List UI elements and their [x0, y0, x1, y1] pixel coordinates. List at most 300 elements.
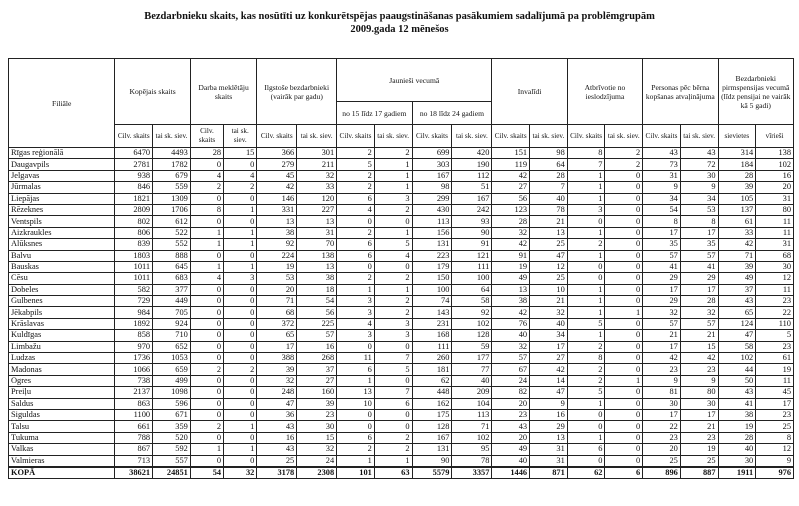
table-cell: 54: [297, 296, 337, 307]
table-cell: 1: [190, 239, 223, 250]
table-cell: 1: [374, 159, 412, 170]
table-cell: 34: [530, 330, 568, 341]
subheader-civ-skaits: Cilv. skaits: [643, 125, 681, 148]
table-cell: 11: [337, 353, 375, 364]
table-cell: 34: [643, 193, 681, 204]
table-cell: 131: [412, 444, 452, 455]
table-cell: 4: [374, 250, 412, 261]
table-cell: 2308: [297, 467, 337, 479]
table-cell: 41: [680, 261, 718, 272]
table-cell: 119: [492, 159, 530, 170]
branch-name: Tukuma: [9, 432, 115, 443]
table-cell: 3: [374, 330, 412, 341]
table-cell: 2: [374, 273, 412, 284]
table-cell: 1: [374, 182, 412, 193]
table-cell: 1: [374, 227, 412, 238]
table-cell: 679: [153, 170, 191, 181]
table-cell: 705: [153, 307, 191, 318]
table-cell: 138: [756, 148, 794, 159]
table-cell: 863: [115, 398, 153, 409]
table-cell: 42: [643, 353, 681, 364]
table-cell: 552: [153, 239, 191, 250]
table-cell: 40: [452, 375, 492, 386]
table-cell: 30: [680, 398, 718, 409]
table-cell: 9: [530, 398, 568, 409]
table-cell: 1: [567, 227, 605, 238]
table-cell: 32: [257, 375, 297, 386]
table-cell: 177: [452, 353, 492, 364]
table-cell: 3: [337, 307, 375, 318]
table-row: [9, 455, 794, 467]
table-cell: 1: [605, 375, 643, 386]
table-cell: 0: [605, 284, 643, 295]
table-cell: 39: [297, 398, 337, 409]
table-cell: 0: [605, 170, 643, 181]
page-title: [0, 10, 799, 36]
table-cell: 74: [412, 296, 452, 307]
table-cell: 331: [257, 204, 297, 215]
table-cell: 0: [224, 353, 257, 364]
table-cell: 57: [297, 330, 337, 341]
table-cell: 0: [605, 444, 643, 455]
table-cell: 17: [756, 398, 794, 409]
table-row: [9, 330, 794, 341]
table-cell: 0: [567, 455, 605, 467]
table-row: [9, 148, 794, 159]
table-cell: 6470: [115, 148, 153, 159]
table-cell: 27: [297, 375, 337, 386]
table-cell: 3178: [257, 467, 297, 479]
table-cell: 0: [224, 330, 257, 341]
table-cell: 4: [224, 170, 257, 181]
table-cell: 100: [452, 273, 492, 284]
table-cell: 95: [452, 444, 492, 455]
table-cell: 896: [643, 467, 681, 479]
table-cell: 80: [680, 387, 718, 398]
table-cell: 0: [224, 387, 257, 398]
table-cell: 0: [337, 261, 375, 272]
table-cell: 168: [412, 330, 452, 341]
table-cell: 359: [153, 421, 191, 432]
table-cell: 522: [153, 227, 191, 238]
table-cell: 1309: [153, 193, 191, 204]
table-cell: 612: [153, 216, 191, 227]
table-cell: 13: [297, 216, 337, 227]
subheader-viriesi: vīrieši: [756, 125, 794, 148]
table-cell: 23: [756, 341, 794, 352]
table-cell: 2: [337, 273, 375, 284]
table-cell: 28: [492, 216, 530, 227]
table-cell: 970: [115, 341, 153, 352]
subheader-civ-skaits: Cilv. skaits: [492, 125, 530, 148]
table-cell: 1: [337, 455, 375, 467]
table-cell: 175: [412, 409, 452, 420]
table-cell: 20: [257, 284, 297, 295]
table-cell: 8: [756, 432, 794, 443]
table-cell: 13: [492, 284, 530, 295]
table-row: [9, 341, 794, 352]
table-cell: 8: [567, 353, 605, 364]
table-cell: 17: [643, 341, 681, 352]
table-cell: 0: [605, 455, 643, 467]
table-body: [9, 148, 794, 479]
table-cell: 7: [530, 182, 568, 193]
table-cell: 2: [190, 364, 223, 375]
table-cell: 25: [257, 455, 297, 467]
table-cell: 0: [224, 296, 257, 307]
table-cell: 100: [412, 284, 452, 295]
table-cell: 5: [337, 159, 375, 170]
subheader-civ-skaits: Cilv. skaits: [567, 125, 605, 148]
table-cell: 2: [337, 182, 375, 193]
table-cell: 788: [115, 432, 153, 443]
table-cell: 41: [643, 261, 681, 272]
table-cell: 27: [530, 353, 568, 364]
table-cell: 0: [224, 432, 257, 443]
table-cell: 0: [190, 330, 223, 341]
table-cell: 43: [257, 444, 297, 455]
table-cell: 8: [643, 216, 681, 227]
table-cell: 71: [257, 296, 297, 307]
table-cell: 190: [452, 159, 492, 170]
table-cell: 2: [337, 444, 375, 455]
table-cell: 2781: [115, 159, 153, 170]
table-cell: 1: [374, 284, 412, 295]
branch-name: Jūrmalas: [9, 182, 115, 193]
table-cell: 1: [567, 296, 605, 307]
table-cell: 858: [115, 330, 153, 341]
table-cell: 31: [756, 193, 794, 204]
table-cell: 12: [756, 444, 794, 455]
branch-name: Rēzeknes: [9, 204, 115, 215]
table-cell: 23: [297, 409, 337, 420]
table-cell: 0: [374, 409, 412, 420]
table-cell: 36: [257, 409, 297, 420]
table-cell: 19: [257, 261, 297, 272]
table-cell: 1098: [153, 387, 191, 398]
table-cell: 1706: [153, 204, 191, 215]
table-cell: 32: [224, 467, 257, 479]
table-cell: 0: [337, 341, 375, 352]
table-cell: 151: [492, 148, 530, 159]
table-row: [9, 364, 794, 375]
table-cell: 0: [605, 318, 643, 329]
table-cell: 13: [257, 216, 297, 227]
table-cell: 0: [224, 250, 257, 261]
table-cell: 14: [530, 375, 568, 386]
subheader-tai-sk-siev: tai sk. siev.: [224, 125, 257, 148]
table-cell: 1: [605, 307, 643, 318]
table-cell: 3: [374, 318, 412, 329]
table-cell: 102: [756, 159, 794, 170]
table-cell: 5: [756, 330, 794, 341]
table-cell: 5: [374, 364, 412, 375]
table-row: [9, 375, 794, 386]
table-cell: 33: [297, 182, 337, 193]
table-cell: 30: [297, 421, 337, 432]
table-row: [9, 444, 794, 455]
table-cell: 0: [374, 261, 412, 272]
table-cell: 20: [492, 432, 530, 443]
table-cell: 301: [297, 148, 337, 159]
table-cell: 45: [257, 170, 297, 181]
table-cell: 1: [337, 284, 375, 295]
table-cell: 0: [224, 341, 257, 352]
table-cell: 61: [718, 216, 756, 227]
table-cell: 6: [567, 444, 605, 455]
table-row: [9, 409, 794, 420]
branch-name: Ogres: [9, 375, 115, 386]
table-cell: 181: [412, 364, 452, 375]
table-cell: 24: [297, 455, 337, 467]
table-cell: 17: [680, 409, 718, 420]
table-cell: 1: [224, 261, 257, 272]
table-cell: 42: [680, 353, 718, 364]
table-cell: 2809: [115, 204, 153, 215]
table-cell: 1011: [115, 261, 153, 272]
table-cell: 3: [567, 204, 605, 215]
table-cell: 887: [680, 467, 718, 479]
table-cell: 0: [605, 341, 643, 352]
table-cell: 3: [374, 193, 412, 204]
table-cell: 846: [115, 182, 153, 193]
table-cell: 1736: [115, 353, 153, 364]
table-cell: 20: [492, 398, 530, 409]
table-cell: 710: [153, 330, 191, 341]
table-cell: 33: [718, 227, 756, 238]
table-cell: 29: [530, 421, 568, 432]
table-cell: 231: [412, 318, 452, 329]
table-cell: 2: [337, 170, 375, 181]
table-cell: 23: [643, 364, 681, 375]
table-cell: 1782: [153, 159, 191, 170]
table-cell: 976: [756, 467, 794, 479]
table-cell: 9: [643, 182, 681, 193]
table-cell: 0: [567, 421, 605, 432]
subheader-civ-skaits: Cilv. skaits: [412, 125, 452, 148]
table-cell: 499: [153, 375, 191, 386]
table-cell: 19: [680, 444, 718, 455]
table-cell: 582: [115, 284, 153, 295]
table-cell: 25: [680, 455, 718, 467]
table-cell: 2: [374, 444, 412, 455]
table-cell: 50: [718, 375, 756, 386]
table-cell: 21: [643, 330, 681, 341]
table-cell: 802: [115, 216, 153, 227]
table-cell: 596: [153, 398, 191, 409]
table-cell: 0: [374, 375, 412, 386]
table-cell: 713: [115, 455, 153, 467]
table-cell: 167: [452, 193, 492, 204]
table-cell: 5: [567, 318, 605, 329]
table-cell: 110: [756, 318, 794, 329]
table-cell: 20: [643, 444, 681, 455]
table-cell: 58: [718, 341, 756, 352]
table-cell: 43: [718, 387, 756, 398]
table-cell: 0: [605, 330, 643, 341]
table-cell: 268: [297, 353, 337, 364]
table-cell: 888: [153, 250, 191, 261]
table-cell: 23: [756, 296, 794, 307]
table-row: [9, 227, 794, 238]
table-cell: 67: [492, 364, 530, 375]
table-row: [9, 273, 794, 284]
table-cell: 0: [190, 296, 223, 307]
table-cell: 23: [756, 409, 794, 420]
table-cell: 592: [153, 444, 191, 455]
header-ilgstosie: Ilgstoše bezdarbnieki (vairāk par gadu): [257, 59, 337, 125]
table-cell: 223: [412, 250, 452, 261]
table-cell: 1: [224, 421, 257, 432]
table-cell: 248: [257, 387, 297, 398]
table-cell: 32: [492, 341, 530, 352]
table-cell: 71: [718, 250, 756, 261]
table-cell: 146: [257, 193, 297, 204]
table-cell: 98: [530, 148, 568, 159]
title-line-1: Bezdarbnieku skaits, kas nosūtīti uz konkurētspējas paaugstināšanas pasākumiem sadalījumā pa problēmgrupām: [144, 11, 655, 22]
table-cell: 448: [412, 387, 452, 398]
table-cell: 39: [718, 182, 756, 193]
table-cell: 1: [374, 455, 412, 467]
table-cell: 18: [297, 284, 337, 295]
table-cell: 156: [412, 227, 452, 238]
table-cell: 2: [190, 182, 223, 193]
table-cell: 31: [643, 170, 681, 181]
table-cell: 2: [567, 375, 605, 386]
table-cell: 23: [643, 432, 681, 443]
table-cell: 111: [412, 341, 452, 352]
table-cell: 63: [374, 467, 412, 479]
table-cell: 17: [530, 341, 568, 352]
table-cell: 93: [452, 216, 492, 227]
subheader-tai-sk-siev: tai sk. siev.: [153, 125, 191, 148]
table-cell: 10: [337, 398, 375, 409]
branch-name: Bauskas: [9, 261, 115, 272]
table-cell: 0: [605, 273, 643, 284]
table-row: [9, 159, 794, 170]
table-cell: 23: [492, 409, 530, 420]
table-cell: 38621: [115, 467, 153, 479]
subheader-tai-sk-siev: tai sk. siev.: [605, 125, 643, 148]
table-cell: 661: [115, 421, 153, 432]
table-cell: 128: [452, 330, 492, 341]
table-cell: 9: [756, 455, 794, 467]
table-cell: 377: [153, 284, 191, 295]
table-cell: 260: [412, 353, 452, 364]
table-cell: 65: [257, 330, 297, 341]
table-cell: 0: [190, 159, 223, 170]
table-cell: 2: [374, 204, 412, 215]
table-cell: 17: [257, 341, 297, 352]
table-cell: 299: [412, 193, 452, 204]
table-cell: 38: [297, 273, 337, 284]
branch-name: Rīgas reģionālā: [9, 148, 115, 159]
table-cell: 2: [374, 148, 412, 159]
table-cell: 29: [643, 296, 681, 307]
table-cell: 101: [337, 467, 375, 479]
subheader-civ-skaits: Cilv. skaits: [115, 125, 153, 148]
table-cell: 42: [530, 364, 568, 375]
table-cell: 6: [374, 398, 412, 409]
table-cell: 120: [297, 193, 337, 204]
table-cell: 25: [643, 455, 681, 467]
table-cell: 32: [297, 444, 337, 455]
table-cell: 20: [756, 182, 794, 193]
table-cell: 6: [337, 193, 375, 204]
table-cell: 0: [605, 204, 643, 215]
branch-name: Valmieras: [9, 455, 115, 467]
table-cell: 0: [337, 216, 375, 227]
table-cell: 76: [492, 318, 530, 329]
table-cell: 41: [718, 398, 756, 409]
table-cell: 839: [115, 239, 153, 250]
table-cell: 184: [718, 159, 756, 170]
table-cell: 1011: [115, 273, 153, 284]
table-cell: 12: [530, 261, 568, 272]
table-cell: 78: [452, 455, 492, 467]
table-cell: 21: [680, 421, 718, 432]
table-cell: 8: [567, 148, 605, 159]
table-cell: 23: [680, 364, 718, 375]
table-cell: 32: [492, 227, 530, 238]
table-cell: 0: [190, 375, 223, 386]
table-cell: 6: [605, 467, 643, 479]
table-cell: 1: [337, 375, 375, 386]
table-cell: 49: [718, 273, 756, 284]
table-row: [9, 353, 794, 364]
table-cell: 1053: [153, 353, 191, 364]
table-cell: 57: [492, 353, 530, 364]
table-cell: 1: [567, 182, 605, 193]
branch-name: Valkas: [9, 444, 115, 455]
table-cell: 388: [257, 353, 297, 364]
table-cell: 19: [492, 261, 530, 272]
table-cell: 16: [297, 341, 337, 352]
header-j18-24: no 18 līdz 24 gadiem: [412, 102, 492, 125]
table-cell: 38: [718, 409, 756, 420]
table-cell: 938: [115, 170, 153, 181]
table-cell: 0: [605, 432, 643, 443]
table-cell: 1: [190, 444, 223, 455]
table-cell: 0: [190, 398, 223, 409]
table-cell: 2: [605, 148, 643, 159]
table-cell: 3: [337, 296, 375, 307]
table-cell: 91: [492, 250, 530, 261]
table-cell: 0: [605, 421, 643, 432]
table-cell: 0: [190, 455, 223, 467]
subheader-tai-sk-siev: tai sk. siev.: [680, 125, 718, 148]
table-cell: 1: [224, 239, 257, 250]
table-cell: 37: [297, 364, 337, 375]
table-cell: 25: [756, 421, 794, 432]
table-cell: 23: [680, 432, 718, 443]
table-cell: 19: [718, 421, 756, 432]
table-cell: 3: [224, 273, 257, 284]
table-cell: 25: [530, 239, 568, 250]
table-cell: 0: [190, 193, 223, 204]
table-cell: 31: [530, 444, 568, 455]
table-cell: 42: [492, 170, 530, 181]
table-cell: 64: [530, 159, 568, 170]
table-cell: 0: [190, 409, 223, 420]
table-row: [9, 216, 794, 227]
table-cell: 0: [374, 216, 412, 227]
table-cell: 1066: [115, 364, 153, 375]
table-cell: 40: [492, 455, 530, 467]
table-cell: 211: [297, 159, 337, 170]
table-cell: 51: [452, 182, 492, 193]
table-cell: 28: [680, 296, 718, 307]
